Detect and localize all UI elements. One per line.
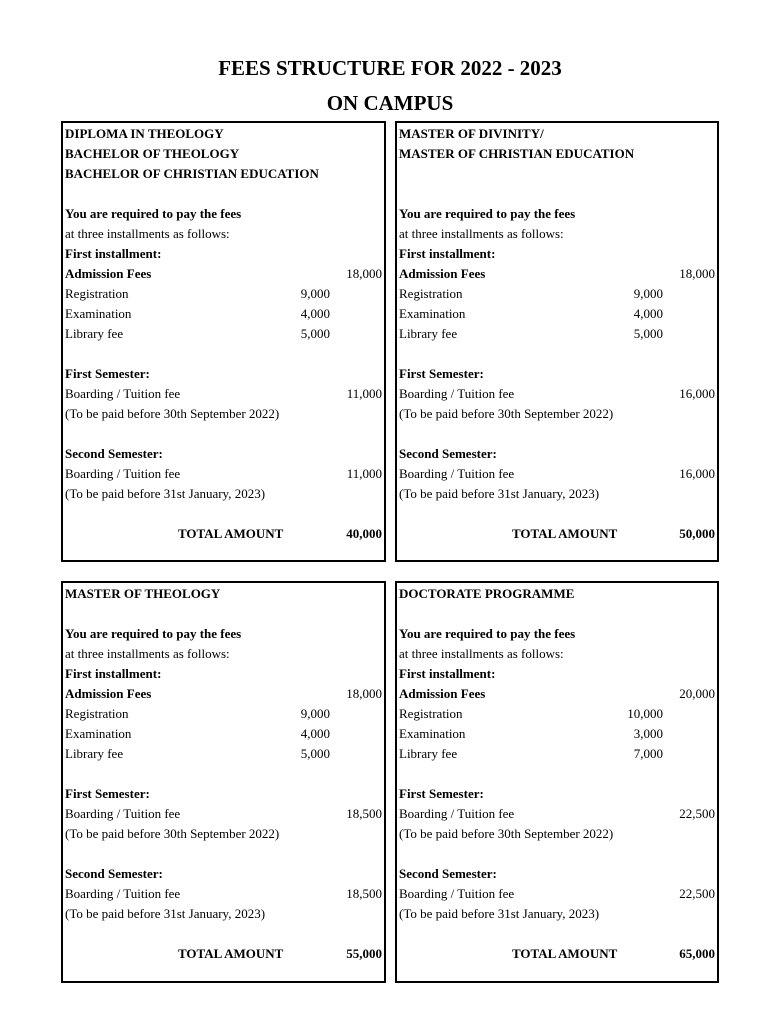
programme-title-row: DOCTORATE PROGRAMME	[399, 586, 575, 601]
second-semester-note: (To be paid before 31st January, 2023)	[65, 906, 266, 921]
registration-amount: 9,000	[633, 286, 663, 301]
registration-row: Registration 10,000	[397, 704, 717, 724]
first-semester-heading: First Semester:	[65, 366, 150, 381]
first-installment-heading: First installment:	[399, 666, 496, 681]
examination-row: Examination 3,000	[397, 724, 717, 744]
admission-row: Admission Fees 18,000	[63, 684, 384, 704]
page-title: FEES STRUCTURE FOR 2022 - 2023	[218, 56, 562, 80]
programme-box-mth	[61, 581, 386, 983]
registration-row: Registration 9,000	[63, 284, 384, 304]
first-semester-row: Boarding / Tuition fee 22,500	[397, 804, 717, 824]
library-amount: 7,000	[633, 746, 663, 761]
library-amount: 5,000	[300, 746, 330, 761]
second-semester-note: (To be paid before 31st January, 2023)	[399, 906, 600, 921]
first-semester-note: (To be paid before 30th September 2022)	[65, 826, 280, 841]
library-row: Library fee 5,000	[63, 324, 384, 344]
second-semester-heading: Second Semester:	[65, 446, 163, 461]
programme-title-row: BACHELOR OF CHRISTIAN EDUCATION	[65, 166, 319, 181]
library-row: Library fee 7,000	[397, 744, 717, 764]
second-semester-amount: 18,500	[346, 886, 382, 901]
programme-title-row: DIPLOMA IN THEOLOGY	[65, 126, 224, 141]
first-semester-amount: 22,500	[679, 806, 715, 821]
second-semester-note: (To be paid before 31st January, 2023)	[399, 486, 600, 501]
total-row: TOTAL AMOUNT 40,000	[63, 524, 384, 544]
library-row: Library fee 5,000	[397, 324, 717, 344]
examination-row: Examination 4,000	[397, 304, 717, 324]
page-subtitle: ON CAMPUS	[326, 91, 454, 115]
second-semester-amount: 16,000	[679, 466, 715, 481]
admission-row: Admission Fees 18,000	[397, 264, 717, 284]
examination-amount: 4,000	[633, 306, 663, 321]
total-amount: 55,000	[346, 946, 382, 961]
second-semester-note: (To be paid before 31st January, 2023)	[65, 486, 266, 501]
first-semester-amount: 11,000	[346, 386, 382, 401]
admission-amount: 18,000	[346, 686, 382, 701]
examination-amount: 4,000	[300, 306, 330, 321]
requirement-line: You are required to pay the fees	[65, 626, 242, 641]
second-semester-amount: 11,000	[346, 466, 382, 481]
first-semester-row: Boarding / Tuition fee 16,000	[397, 384, 717, 404]
second-semester-heading: Second Semester:	[399, 866, 497, 881]
registration-amount: 9,000	[300, 706, 330, 721]
requirement-line: at three installments as follows:	[399, 226, 564, 241]
first-semester-row: Boarding / Tuition fee 11,000	[63, 384, 384, 404]
first-semester-heading: First Semester:	[399, 786, 484, 801]
admission-amount: 18,000	[346, 266, 382, 281]
admission-row: Admission Fees 20,000	[397, 684, 717, 704]
registration-amount: 10,000	[627, 706, 663, 721]
total-row: TOTAL AMOUNT 55,000	[63, 944, 384, 964]
first-installment-heading: First installment:	[65, 666, 162, 681]
requirement-line: at three installments as follows:	[65, 646, 230, 661]
second-semester-amount: 22,500	[679, 886, 715, 901]
examination-row: Examination 4,000	[63, 304, 384, 324]
programme-box-diploma	[61, 121, 386, 562]
first-semester-heading: First Semester:	[399, 366, 484, 381]
registration-row: Registration 9,000	[397, 284, 717, 304]
first-semester-note: (To be paid before 30th September 2022)	[65, 406, 280, 421]
first-installment-heading: First installment:	[399, 246, 496, 261]
examination-amount: 4,000	[300, 726, 330, 741]
requirement-line: You are required to pay the fees	[65, 206, 242, 221]
first-semester-note: (To be paid before 30th September 2022)	[399, 406, 614, 421]
programme-box-doctorate	[395, 581, 719, 983]
first-semester-amount: 16,000	[679, 386, 715, 401]
examination-row: Examination 4,000	[63, 724, 384, 744]
total-row: TOTAL AMOUNT 65,000	[397, 944, 717, 964]
first-semester-heading: First Semester:	[65, 786, 150, 801]
programme-title-row: MASTER OF DIVINITY/	[399, 126, 544, 141]
total-row: TOTAL AMOUNT 50,000	[397, 524, 717, 544]
second-semester-row: Boarding / Tuition fee 18,500	[63, 884, 384, 904]
programme-title-row: MASTER OF THEOLOGY	[65, 586, 221, 601]
total-amount: 65,000	[679, 946, 715, 961]
requirement-line: You are required to pay the fees	[399, 626, 576, 641]
programme-title-row: BACHELOR OF THEOLOGY	[65, 146, 240, 161]
first-installment-heading: First installment:	[65, 246, 162, 261]
second-semester-row: Boarding / Tuition fee 16,000	[397, 464, 717, 484]
admission-amount: 20,000	[679, 686, 715, 701]
second-semester-heading: Second Semester:	[65, 866, 163, 881]
library-amount: 5,000	[300, 326, 330, 341]
examination-amount: 3,000	[633, 726, 663, 741]
registration-amount: 9,000	[300, 286, 330, 301]
second-semester-row: Boarding / Tuition fee 22,500	[397, 884, 717, 904]
admission-row: Admission Fees 18,000	[63, 264, 384, 284]
total-amount: 50,000	[679, 526, 715, 541]
registration-row: Registration 9,000	[63, 704, 384, 724]
requirement-line: at three installments as follows:	[399, 646, 564, 661]
total-amount: 40,000	[346, 526, 382, 541]
second-semester-heading: Second Semester:	[399, 446, 497, 461]
first-semester-amount: 18,500	[346, 806, 382, 821]
library-row: Library fee 5,000	[63, 744, 384, 764]
admission-amount: 18,000	[679, 266, 715, 281]
requirement-line: You are required to pay the fees	[399, 206, 576, 221]
first-semester-note: (To be paid before 30th September 2022)	[399, 826, 614, 841]
requirement-line: at three installments as follows:	[65, 226, 230, 241]
programme-box-mdiv	[395, 121, 719, 562]
first-semester-row: Boarding / Tuition fee 18,500	[63, 804, 384, 824]
second-semester-row: Boarding / Tuition fee 11,000	[63, 464, 384, 484]
programme-title-row: MASTER OF CHRISTIAN EDUCATION	[399, 146, 635, 161]
library-amount: 5,000	[633, 326, 663, 341]
